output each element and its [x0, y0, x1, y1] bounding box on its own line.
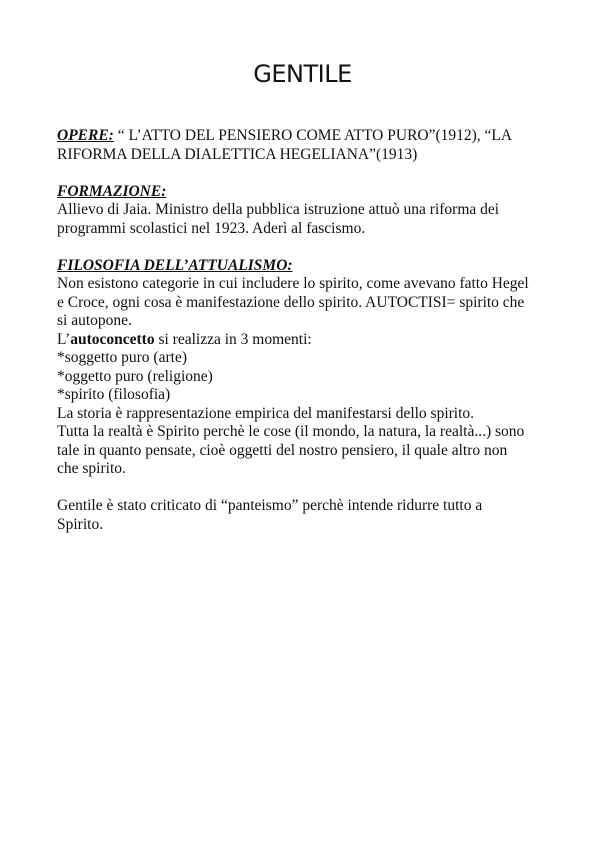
autoconcetto-prefix: L’	[57, 330, 71, 348]
filosofia-text-2: e Croce, ogni cosa è manifestazione dello spirito. AUTOCTISI= spirito che	[57, 293, 525, 311]
moment-item: *soggetto puro (arte)	[57, 349, 187, 366]
section-critica	[57, 497, 552, 534]
critica-text-2: Spirito.	[57, 515, 104, 533]
autoconcetto-suffix: si realizza in 3 momenti:	[154, 330, 312, 348]
moment-item: *spirito (filosofia)	[57, 386, 171, 403]
section-opere	[57, 127, 552, 164]
section-filosofia	[57, 257, 552, 479]
opere-heading: OPERE:	[57, 127, 114, 144]
storia-text: La storia è rappresentazione empirica del manifestarsi dello spirito.	[57, 404, 475, 422]
filosofia-text-1: Non esistono categorie in cui includere lo spirito, come avevano fatto Hegel	[57, 275, 529, 292]
critica-text-1: Gentile è stato criticato di “panteismo” perchè intende ridurre tutto a	[57, 497, 483, 514]
moment-item: *oggetto puro (religione)	[57, 367, 213, 385]
formazione-heading-line	[57, 183, 552, 202]
section-formazione	[57, 183, 552, 239]
opere-line-1	[57, 127, 552, 146]
filosofia-text-3: si autopone.	[57, 312, 132, 329]
document-body	[57, 127, 552, 534]
filosofia-heading-line	[57, 257, 552, 276]
realta-text-1: Tutta la realtà è Spirito perchè le cose (il mondo, la natura, la realtà...) sono	[57, 423, 525, 440]
realta-text-2: tale in quanto pensate, cioè oggetti del nostro pensiero, il quale altro non	[57, 441, 508, 459]
formazione-text-2: programmi scolastici nel 1923. Aderì al fascismo.	[57, 219, 366, 237]
opere-text-1: “ L’ATTO DEL PENSIERO COME ATTO PURO”(1912), “LA	[117, 127, 513, 144]
formazione-heading: FORMAZIONE:	[57, 182, 167, 200]
filosofia-heading: FILOSOFIA DELL’ATTUALISMO:	[57, 256, 293, 274]
autoconcetto-line	[57, 331, 552, 350]
page-title: GENTILE	[253, 60, 352, 88]
autoconcetto-term: autoconcetto	[70, 330, 155, 348]
realta-text-3: che spirito.	[57, 460, 126, 477]
opere-text-2: RIFORMA DELLA DIALETTICA HEGELIANA”(1913)	[57, 145, 418, 163]
formazione-text-1: Allievo di Jaia. Ministro della pubblica istruzione attuò una riforma dei	[57, 201, 500, 218]
